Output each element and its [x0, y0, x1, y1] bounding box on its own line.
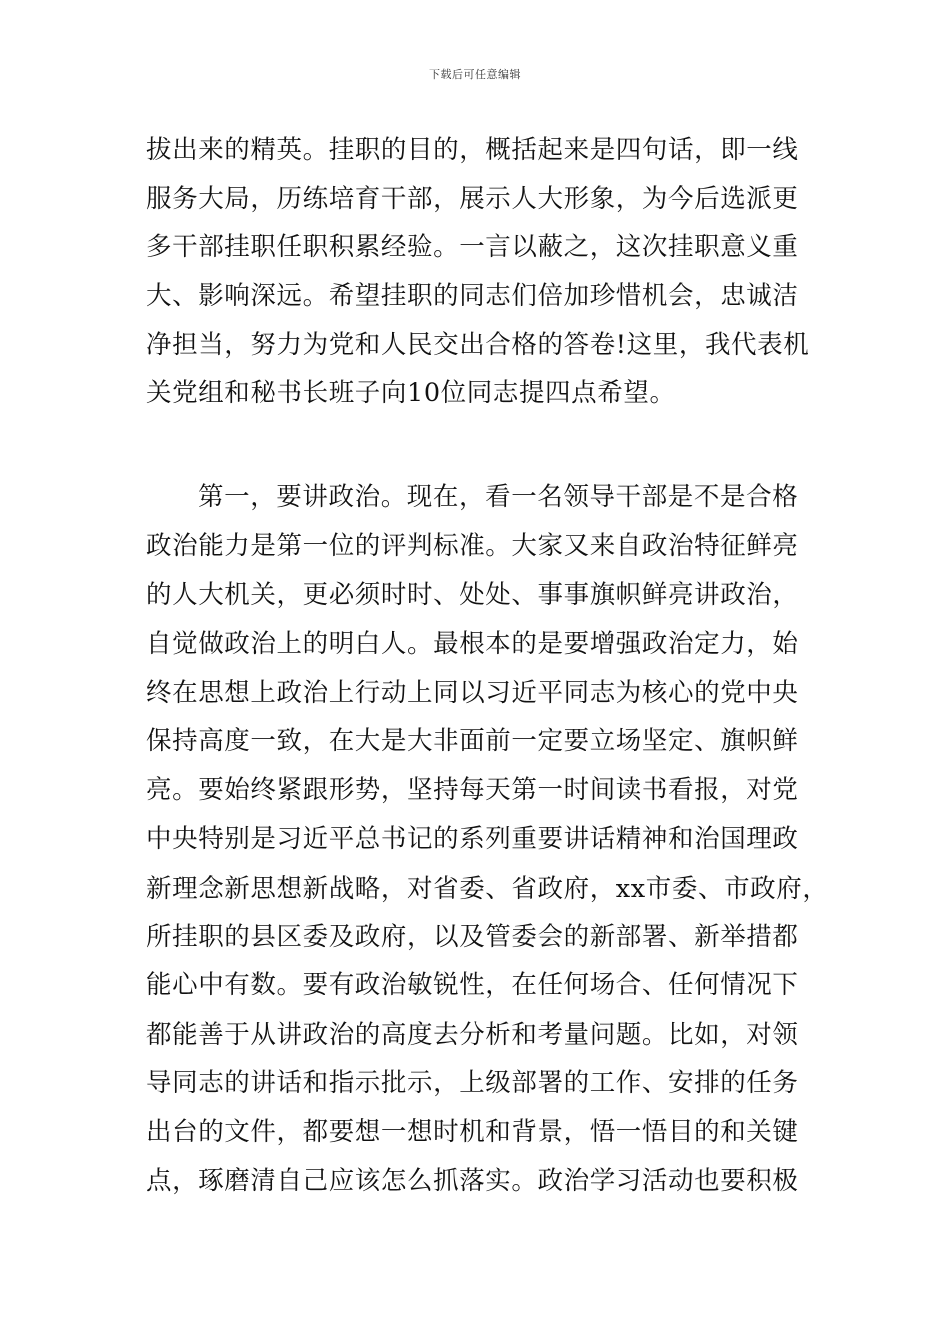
- text-line: 服务大局，历练培育干部，展示人大形象，为今后选派更: [146, 184, 799, 214]
- text-line: 关党组和秘书长班子向10位同志提四点希望。: [146, 378, 676, 408]
- text-line: 新理念新思想新战略，对省委、省政府，xx市委、市政府，: [146, 874, 829, 904]
- text-line: 导同志的讲话和指示批示，上级部署的工作、安排的任务: [146, 1068, 799, 1098]
- text-line: 点，琢磨清自己应该怎么抓落实。政治学习活动也要积极: [146, 1166, 799, 1196]
- text-line: 净担当，努力为党和人民交出合格的答卷!这里，我代表机: [146, 330, 810, 360]
- text-line: 政治能力是第一位的评判标准。大家又来自政治特征鲜亮: [146, 531, 799, 561]
- text-line: 的人大机关，更必须时时、处处、事事旗帜鲜亮讲政治，: [146, 580, 799, 610]
- text-line: 都能善于从讲政治的高度去分析和考量问题。比如，对领: [146, 1020, 799, 1050]
- text-line: 所挂职的县区委及政府，以及管委会的新部署、新举措都: [146, 922, 799, 952]
- text-line: 保持高度一致，在大是大非面前一定要立场坚定、旗帜鲜: [146, 726, 799, 756]
- text-line: 亮。要始终紧跟形势，坚持每天第一时间读书看报，对党: [146, 775, 799, 805]
- text-line: 中央特别是习近平总书记的系列重要讲话精神和治国理政: [146, 824, 799, 854]
- text-line: 终在思想上政治上行动上同以习近平同志为核心的党中央: [146, 678, 799, 708]
- text-line: 能心中有数。要有政治敏锐性，在任何场合、任何情况下: [146, 970, 799, 1000]
- text-line: 大、影响深远。希望挂职的同志们倍加珍惜机会，忠诚洁: [146, 281, 799, 311]
- text-line: 出台的文件，都要想一想时机和背景，悟一悟目的和关键: [146, 1117, 799, 1147]
- text-line: 拔出来的精英。挂职的目的，概括起来是四句话，即一线: [146, 135, 799, 165]
- text-line: 多干部挂职任职积累经验。一言以蔽之，这次挂职意义重: [146, 232, 799, 262]
- text-line: 第一，要讲政治。现在，看一名领导干部是不是合格: [198, 482, 799, 512]
- text-line: 自觉做政治上的明白人。最根本的是要增强政治定力，始: [146, 629, 799, 659]
- download-note: 下载后可任意编辑: [429, 68, 521, 81]
